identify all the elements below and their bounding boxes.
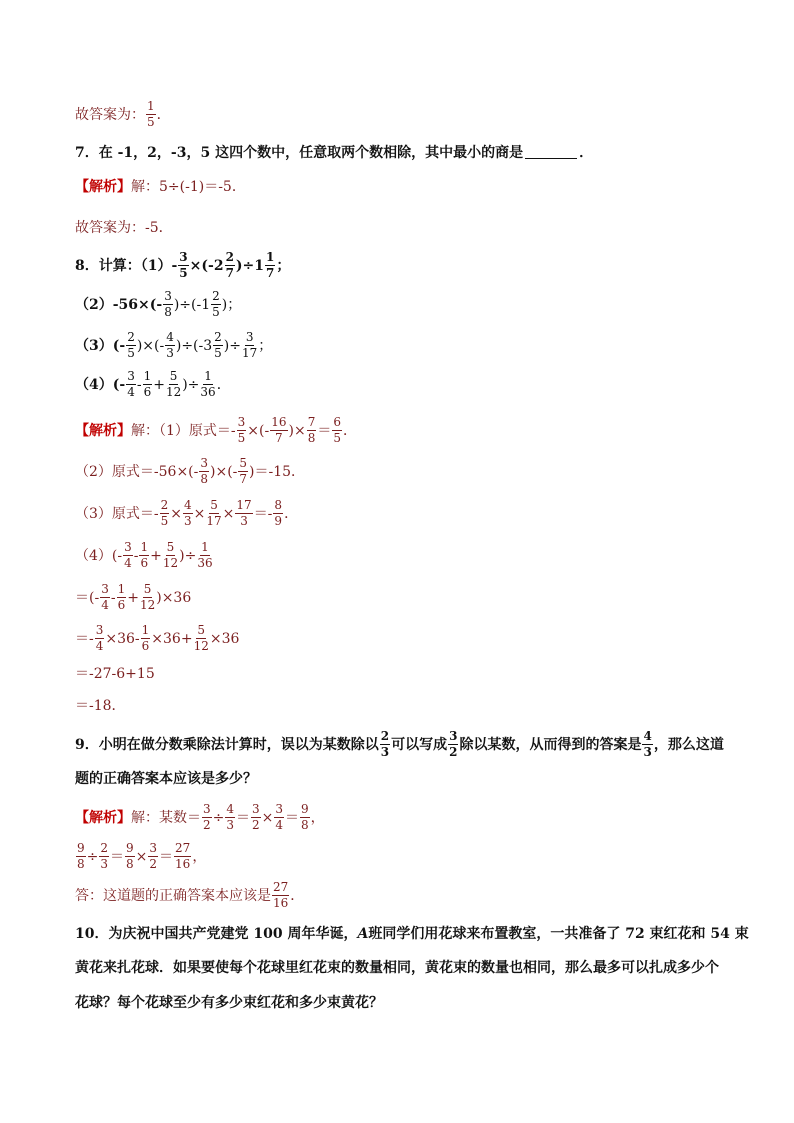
question-7: 7．在 -1，2，-3，5 这四个数中，任意取两个数相除，其中最小的商是 ． (75, 145, 594, 161)
q9-analysis-1: 【解析】 解：某数＝ $\frac{3}{2}$ ÷ $\frac{4}{3}$ ＝ $\frac{3}{2}$ × $\frac{3}{4}$ ＝ 9 8 ， (75, 802, 325, 833)
fraction: 1 5 (147, 99, 155, 130)
q8-analysis-7: ＝-27-6+15 (75, 666, 155, 682)
question-10-line-1: 10．为庆祝中国共产党建党 100 周年华诞， A 班同学们用花球来布置教室，一共准备了 72 束红花和 54 束 (75, 926, 749, 942)
q8-analysis-2: （2）原式＝-56×(- 3 8 )×(- 5 7 )＝-15． (75, 456, 306, 487)
q9-answer: 答：这道题的正确答案本应该是 27 16 ． (75, 880, 305, 911)
question-10-line-3: 花球？每个花球至少有多少束红花和多少束黄花？ (75, 995, 383, 1011)
question-8-part-3: （3）(- 2 5 )×(- 4 3 )÷(-3 2 5 )÷ $\frac{3}{17}$ ； (75, 330, 273, 361)
answer-blank (525, 158, 577, 159)
q8-analysis-3: （3）原式＝- $\frac{2}{5}$ × $\frac{4}{3}$ × $\frac{5}{17}$ × $\frac{17}{3}$ ＝- 8 9 ． (75, 498, 299, 529)
q8-analysis-6: ＝- $\frac{3}{4}$ ×36- $\frac{1}{6}$ ×36+ $\frac{5}{12}$ ×36 (75, 623, 240, 654)
q7-answer: 故答案为：-5． (75, 220, 173, 236)
question-8-part-1: 8．计算：（1）- $\frac{3}{5}$ ×(-2 2 7 )÷1 1 7 ； (75, 250, 291, 281)
question-8-part-4: （4）(- 3 4 - 1 6 + $\frac{5}{12}$ )÷ $\frac{1}{36}$ ． (75, 369, 231, 400)
q8-analysis-4: （4）(- 3 4 - 1 6 + $\frac{5}{12}$ )÷ $\frac{1}{36}$ (75, 540, 213, 571)
q7-analysis: 【解析】 解：5÷(-1)＝-5． (75, 179, 246, 195)
q8-analysis-8: ＝-18． (75, 698, 126, 714)
question-9-line-1: 9．小明在做分数乘除法计算时，误以为某数除以 2 3 可以写成 3 2 除以某数，从而得到的答案是 4 3 ，那么这道 (75, 729, 724, 760)
q9-analysis-2: $\frac{9}{8}$ ÷ $\frac{2}{3}$ ＝ $\frac{9}{8}$ × $\frac{3}{2}$ ＝ 27 16 ， (77, 841, 207, 872)
question-10-line-2: 黄花来扎花球．如果要使每个花球里红花束的数量相同，黄花束的数量也相同，那么最多可以扎成多少个 (75, 960, 719, 976)
question-8-part-2: （2）-56×(- 3 8 )÷(-1 2 5 )； (75, 289, 242, 320)
q6-answer: 故答案为： 1 5 ． (75, 99, 171, 130)
question-9-line-2: 题的正确答案本应该是多少？ (75, 771, 257, 787)
q8-analysis-5: ＝(- 3 4 - 1 6 + $\frac{5}{12}$ )×36 (75, 582, 192, 613)
q8-analysis-1: 【解析】 解：（1）原式＝- $\frac{3}{5}$ ×(- 16 7 )× $\frac{7}{8}$ ＝ 6 5 ． (75, 415, 357, 446)
